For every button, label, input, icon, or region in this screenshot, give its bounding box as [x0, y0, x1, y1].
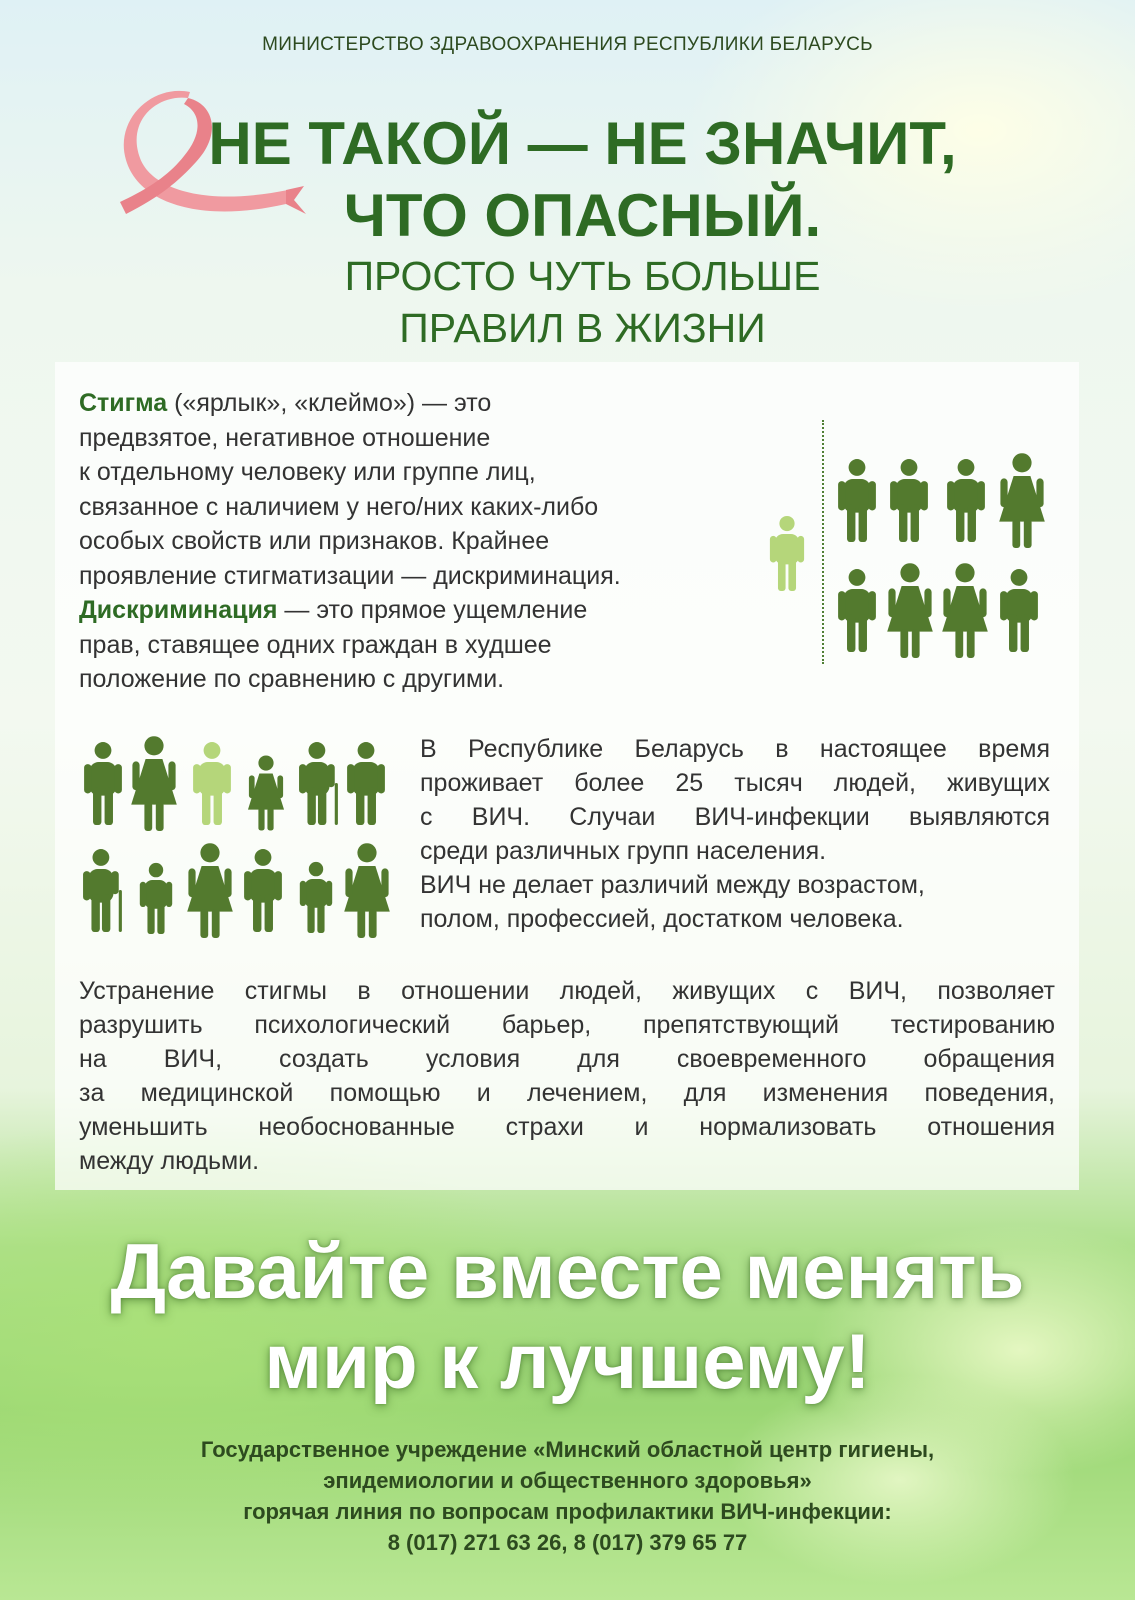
person-icon	[343, 840, 391, 940]
belarus-line-5: ВИЧ не делает различий между возрастом,	[420, 871, 925, 899]
separator-dotted-line	[822, 420, 824, 664]
elimination-line-1: Устранение стигмы в отношении людей, живущих с ВИЧ, позволяет	[79, 977, 1055, 1005]
person-icon	[836, 560, 878, 660]
call-to-action-line-2: мир к лучшему!	[264, 1317, 871, 1405]
stigma-line-4: связанное с наличием у него/них каких-либо	[79, 492, 599, 521]
term-stigma: Стигма	[79, 389, 168, 417]
person-icon	[941, 560, 989, 660]
footer-line-1: Государственное учреждение «Минский областной центр гигиены,	[200, 1437, 935, 1462]
person-icon	[247, 752, 285, 833]
stigma-line-8: прав, ставящее одних граждан в худшее	[79, 630, 552, 659]
stigma-line-2: предвзятое, негативное отношение	[79, 423, 491, 452]
person-icon	[998, 560, 1040, 660]
call-to-action-line-1: Давайте вместе менять	[110, 1227, 1025, 1315]
person-icon	[82, 733, 124, 833]
headline-line-1: НЕ ТАКОЙ — НЕ ЗНАЧИТ,	[208, 110, 957, 177]
stigma-line-1: («ярлык», «клеймо») — это	[167, 389, 492, 417]
subheadline-line-1: ПРОСТО ЧУТЬ БОЛЬШЕ	[344, 253, 821, 299]
elimination-line-5: уменьшить необоснованные страхи и нормализовать отношения	[79, 1113, 1055, 1141]
belarus-line-1: В Республике Беларусь в настоящее время	[420, 735, 1050, 763]
footer-contacts	[0, 1434, 1135, 1558]
person-icon	[242, 840, 284, 940]
person-icon	[888, 450, 930, 550]
stigma-line-6: проявление стигматизации — дискриминация.	[79, 561, 621, 590]
stigma-elimination-text	[79, 974, 1055, 1178]
subheadline-line-2: ПРАВИЛ В ЖИЗНИ	[399, 305, 766, 351]
person-icon-highlighted	[191, 733, 233, 833]
headline-line-2: ЧТО ОПАСНЫЙ.	[343, 182, 822, 249]
person-icon	[130, 733, 178, 833]
belarus-line-2: проживает более 25 тысяч людей, живущих	[420, 769, 1050, 797]
elimination-line-3: на ВИЧ, создать условия для своевременного обращения	[79, 1045, 1055, 1073]
belarus-line-3: с ВИЧ. Случаи ВИЧ-инфекции выявляются	[420, 803, 1050, 831]
stigma-line-9: положение по сравнению с другими.	[79, 665, 505, 693]
person-icon	[138, 856, 174, 940]
belarus-line-6: полом, профессией, достатком человека.	[420, 905, 904, 933]
person-icon	[82, 840, 124, 940]
person-icon	[345, 733, 387, 833]
belarus-statistics	[420, 732, 1050, 936]
footer-line-3: горячая линия по вопросам профилактики ВИЧ-инфекции:	[243, 1499, 892, 1524]
person-icon	[998, 450, 1046, 550]
term-discrimination: Дискриминация	[79, 596, 278, 624]
person-icon	[836, 450, 878, 550]
stigma-line-3: к отдельному человеку или группе лиц,	[79, 458, 536, 486]
ministry-name: МИНИСТЕРСТВО ЗДРАВООХРАНЕНИЯ РЕСПУБЛИКИ БЕЛАРУСЬ	[262, 34, 873, 55]
footer-line-2: эпидемиологии и общественного здоровья»	[323, 1468, 812, 1493]
person-icon-outcast	[768, 510, 806, 596]
elimination-line-4: за медицинской помощью и лечением, для изменения поведения,	[79, 1079, 1055, 1107]
stigma-definition	[79, 386, 759, 697]
person-icon	[945, 450, 987, 550]
elimination-line-6: между людьми.	[79, 1147, 260, 1175]
stigma-line-7: — это прямое ущемление	[277, 596, 588, 624]
elimination-line-2: разрушить психологический барьер, препятствующий тестированию	[79, 1011, 1055, 1039]
belarus-line-4: среди различных групп населения.	[420, 837, 827, 865]
stigma-line-5: особых свойств или признаков. Крайнее	[79, 527, 550, 555]
person-icon	[186, 840, 234, 940]
hotline-phones: 8 (017) 271 63 26, 8 (017) 379 65 77	[387, 1530, 748, 1555]
person-icon	[298, 733, 340, 833]
person-icon	[886, 560, 934, 660]
person-icon	[298, 854, 334, 940]
